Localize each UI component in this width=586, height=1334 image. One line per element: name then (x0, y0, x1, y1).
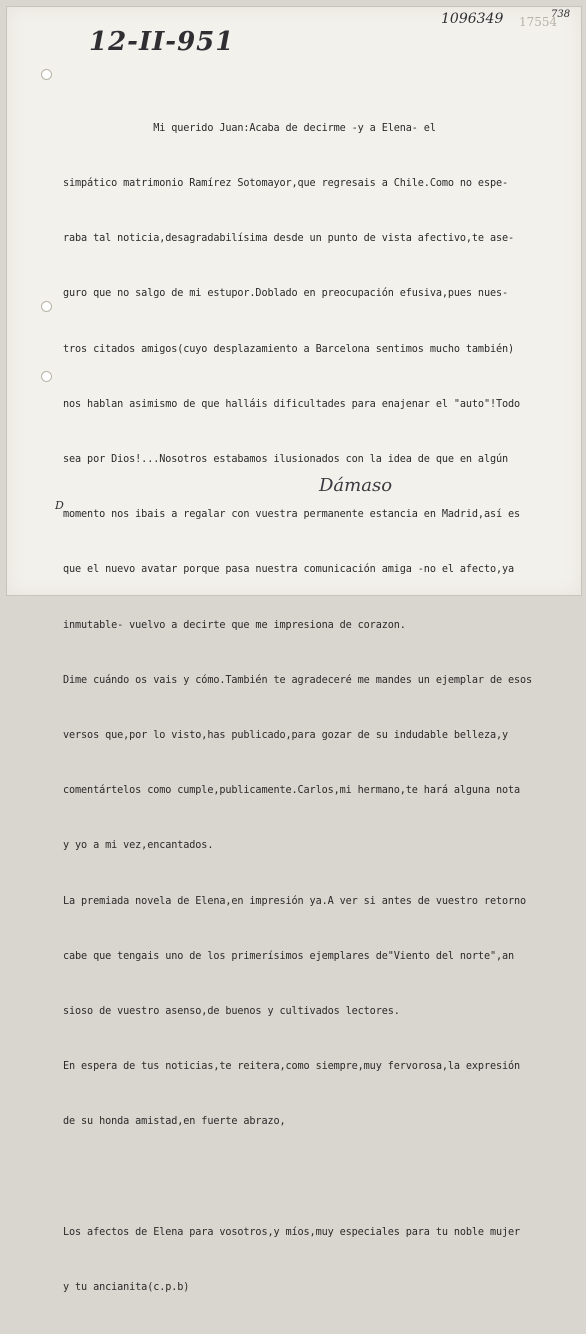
letter-line: y tu ancianita(c.p.b) (63, 1282, 190, 1294)
letter-line (63, 1169, 585, 1187)
punch-hole (41, 69, 52, 80)
letter-line: versos que,por lo visto,has publicado,para gozar de su indudable belleza,y (63, 730, 508, 742)
letter-line: En espera de tus noticias,te reitera,como siempre,muy fervorosa,la expresión (63, 1061, 521, 1073)
letter-line: y yo a mi vez,encantados. (63, 840, 214, 852)
letter-body (63, 83, 585, 1334)
letter-line: sioso de vuestro asenso,de buenos y cultivados lectores. (63, 1006, 400, 1018)
letter-page (6, 6, 582, 1294)
letter-line: La premiada novela de Elena,en impresión ya.A ver si antes de vuestro retorno (63, 895, 527, 907)
faint-archive-number: 17554 (519, 15, 558, 29)
letter-line: que el nuevo avatar porque pasa nuestra comunicación amiga -no el afecto,ya (63, 564, 515, 576)
punch-hole (41, 301, 52, 312)
letter-line: Mi querido Juan:Acaba de decirme -y a Elena- el (63, 122, 436, 134)
letter-line: Los afectos de Elena para vosotros,y míos,muy especiales para tu noble mujer (63, 1226, 521, 1238)
letter-line: inmutable- vuelvo a decirte que me impresiona de corazon. (63, 619, 406, 631)
letter-line: momento nos ibais a regalar con vuestra permanente estancia en Madrid,así es (63, 509, 521, 521)
letter-line: guro que no salgo de mi estupor.Doblado en preocupación efusiva,pues nues- (63, 288, 508, 300)
letter-line: nos hablan asimismo de que halláis dificultades para enajenar el "auto"!Todo (63, 398, 521, 410)
letter-line: de su honda amistad,en fuerte abrazo, (63, 1116, 286, 1128)
margin-mark: D (55, 499, 64, 512)
letter-line: sea por Dios!...Nosotros estabamos ilusionados con la idea de que en algún (63, 454, 508, 466)
letter-line: simpático matrimonio Ramírez Sotomayor,que regresais a Chile.Como no espe- (63, 178, 508, 190)
letter-line: comentártelos como cumple,publicamente.Carlos,mi hermano,te hará alguna nota (63, 785, 521, 797)
letter-line: raba tal noticia,desagradabilísima desde un punto de vista afectivo,te ase- (63, 233, 515, 245)
letter-line: cabe que tengais uno de los primerísimos ejemplares de"Viento del norte",an (63, 950, 515, 962)
signature: Dámaso (319, 475, 393, 496)
punch-hole (41, 371, 52, 382)
archive-subnumber: 738 (551, 9, 571, 20)
letter-line: Dime cuándo os vais y cómo.También te agradeceré me mandes un ejemplar de esos (63, 674, 533, 686)
archive-number: 1096349 (441, 11, 504, 27)
handwritten-date: 12-II-951 (89, 27, 235, 57)
letter-line: tros citados amigos(cuyo desplazamiento a Barcelona sentimos mucho también) (63, 343, 515, 355)
